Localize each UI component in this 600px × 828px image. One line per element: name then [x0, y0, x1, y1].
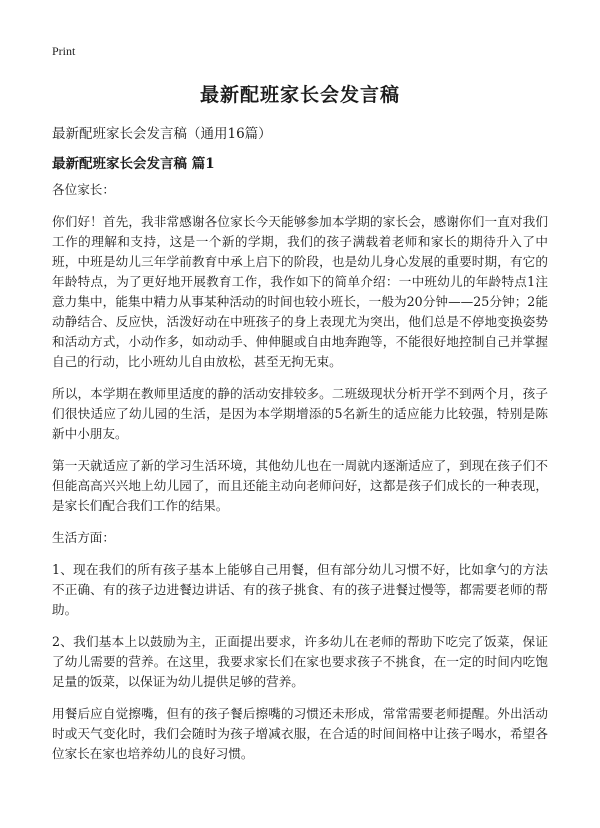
paragraph-life-heading: 生活方面：	[52, 530, 115, 545]
paragraph: 你们好！首先，我非常感谢各位家长今天能够参加本学期的家长会，感谢你们一直对我们工作的理解和支持，这是一个新的学期，我们的孩子满载着老师和家长的期待升入了中班，中班是幼儿三年学前教育中承上启下的阶段，也是幼儿身心发展的重要时期，有它的年龄特点，为了更好地开展教育工作，我作如下的简单介绍：一中班幼儿的年龄特点1注意力集中，能集中精力从事某种活动的时间也较小班长，一般为20分钟——25分钟；2能动静结合、反应快，活泼好动在中班孩子的身上表现尤为突出，他们总是不停地变换姿势和活动方式，小动作多，如动动手、伸伸腿或自由地奔跑等，不能很好地控制自己并掌握自己的行动，比小班幼儿自由放松，甚至无拘无束。	[52, 214, 548, 369]
page-title: 最新配班家长会发言稿	[199, 84, 400, 106]
paragraph: 用餐后应自觉擦嘴，但有的孩子餐后擦嘴的习惯还未形成，常常需要老师提醒。外出活动时或天气变化时，我们会随时为孩子增减衣服，在合适的时间间格中让孩子喝水，希望各位家长在家也培养幼儿的良好习惯。	[52, 706, 548, 761]
paragraph: 所以，本学期在教师里适度的静的活动安排较多。二班级现状分析开学不到两个月，孩子们很快适应了幼儿园的生活，是因为本学期增添的5名新生的适应能力比较强，特别是陈新中小朋友。	[52, 386, 548, 441]
article-body	[52, 180, 548, 776]
paragraph-greeting: 各位家长：	[52, 182, 115, 197]
print-link[interactable]: Print	[52, 44, 76, 58]
paragraph: 第一天就适应了新的学习生活环境，其他幼儿也在一周就内逐渐适应了，到现在孩子们不但能高高兴兴地上幼儿园了，而且还能主动向老师问好，这都是孩子们成长的一种表现，是家长们配合我们工作的结果。	[52, 458, 548, 513]
document-subtitle: 最新配班家长会发言稿（通用16篇）	[52, 126, 272, 142]
paragraph: 1、现在我们的所有孩子基本上能够自己用餐，但有部分幼儿习惯不好，比如拿勺的方法不正确、有的孩子边进餐边讲话、有的孩子挑食、有的孩子进餐过慢等，都需要老师的帮助。	[52, 562, 548, 617]
paragraph: 2、我们基本上以鼓励为主，正面提出要求，许多幼儿在老师的帮助下吃完了饭菜，保证了幼儿需要的营养。在这里，我要求家长们在家也要求孩子不挑食，在一定的时间内吃饱足量的饭菜，以保证为幼儿提供足够的营养。	[52, 634, 548, 689]
section-heading: 最新配班家长会发言稿 篇1	[52, 156, 215, 172]
